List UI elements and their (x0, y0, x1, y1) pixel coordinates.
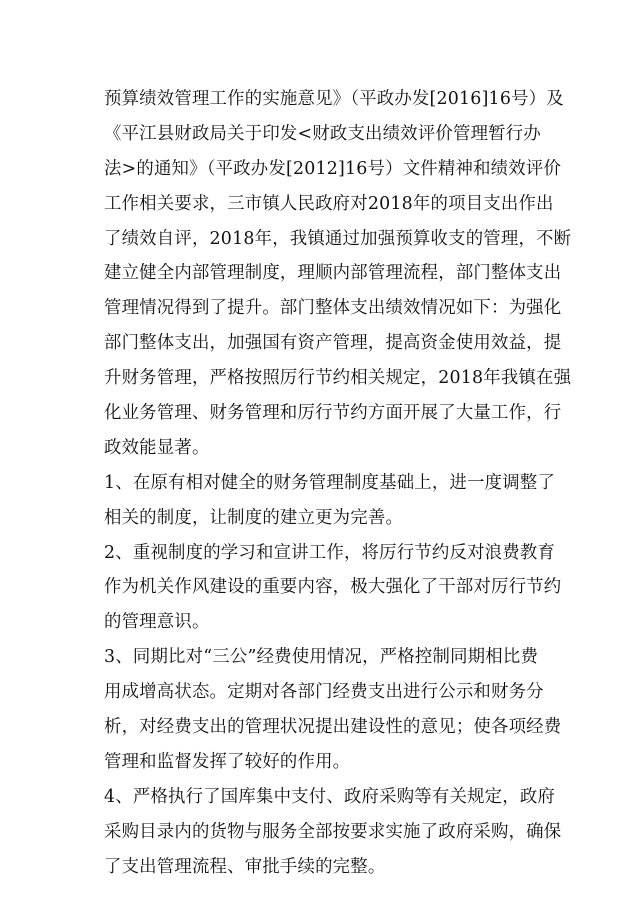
text-line: 政效能显著。 (104, 437, 210, 458)
text-line: 管理和监督发挥了较好的作用。 (104, 751, 351, 772)
text-line: 法>的通知》（平政办发[2012]16号）文件精神和绩效评价 (104, 158, 562, 179)
text-line: 管理情况得到了提升。部门整体支出绩效情况如下：为强化 (104, 298, 562, 319)
text-line: 作为机关作风建设的重要内容，极大强化了干部对厉行节约 (104, 577, 562, 598)
text-line: 了绩效自评，2018年，我镇通过加强预算收支的管理，不断 (104, 228, 572, 249)
text-line: 1、在原有相对健全的财务管理制度基础上，进一度调整了 (104, 472, 556, 493)
text-line: 2、重视制度的学习和宣讲工作，将厉行节约反对浪费教育 (104, 542, 556, 563)
text-line: 的管理意识。 (104, 612, 210, 633)
text-line: 升财务管理，严格按照厉行节约相关规定，2018年我镇在强 (104, 368, 572, 389)
text-line: 相关的制度，让制度的建立更为完善。 (104, 507, 404, 528)
text-line: 4、严格执行了国库集中支付、政府采购等有关规定，政府 (104, 786, 556, 807)
text-line: 化业务管理、财务管理和厉行节约方面开展了大量工作，行 (104, 403, 562, 424)
text-line: 析，对经费支出的管理状况提出建设性的意见；使各项经费 (104, 717, 562, 738)
text-line: 采购目录内的货物与服务全部按要求实施了政府采购，确保 (104, 821, 562, 842)
text-line: 了支出管理流程、审批手续的完整。 (104, 856, 386, 877)
text-line: 3、同期比对“三公”经费使用情况，严格控制同期相比费 (104, 647, 539, 668)
body-text (104, 82, 572, 884)
text-line: 部门整体支出，加强国有资产管理，提高资金使用效益，提 (104, 333, 562, 354)
text-line: 工作相关要求，三市镇人民政府对2018年的项目支出作出 (104, 193, 554, 214)
text-line: 建立健全内部管理制度，理顺内部管理流程，部门整体支出 (104, 263, 562, 284)
text-line: 《平江县财政局关于印发<财政支出绩效评价管理暂行办 (104, 123, 541, 144)
text-line: 用成增高状态。定期对各部门经费支出进行公示和财务分 (104, 682, 544, 703)
text-line: 预算绩效管理工作的实施意见》（平政办发[2016]16号）及 (104, 89, 564, 109)
